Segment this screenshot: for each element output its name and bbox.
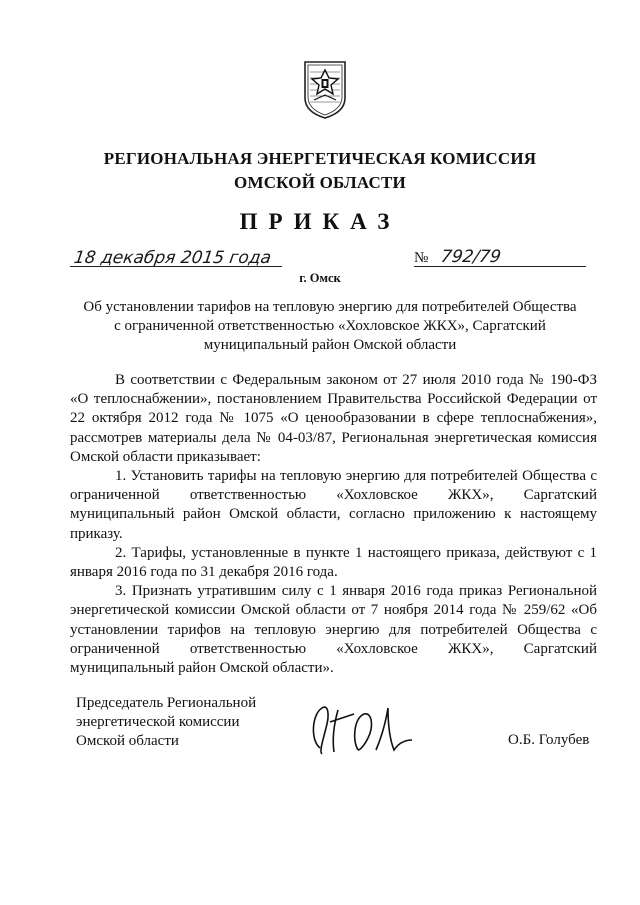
order-item-3: 3. Признать утратившим силу с 1 января 2016 года приказ Региональной энергетической комиссии Омской области от 7 ноября 2014 года № 259/62 «Об установлении тарифов на тепловую энергию для потребителей Общества с ограниченной ответственностью «Хохловское ЖКХ», Саргатский муниципальный район Омской области». (70, 583, 597, 677)
organization-region: ОМСКОЙ ОБЛАСТИ (234, 173, 406, 192)
organization-name: РЕГИОНАЛЬНАЯ ЭНЕРГЕТИЧЕСКАЯ КОМИССИЯ (103, 149, 537, 168)
signature-image (308, 700, 418, 760)
position-line: энергетической комиссии (76, 714, 240, 730)
document-city: г. Омск (299, 271, 341, 285)
document-subject (70, 298, 590, 355)
preamble-paragraph: В соответствии с Федеральным законом от 27 июля 2010 года № 190-ФЗ «О теплоснабжении», постановлением Правительства Российской Федерации от 22 октября 2012 года № 1075 «О ценообразовании в сфере теплоснабжения», рассмотрев материалы дела № 04-03/87, Региональная энергетическая комиссия Омской области приказывает: (70, 372, 597, 465)
subject-line: с ограниченной ответственностью «Хохловское ЖКХ», Саргатский (114, 318, 546, 334)
order-item-2: 2. Тарифы, установленные в пункте 1 настоящего приказа, действуют с 1 января 2016 года по 31 декабря 2016 года. (70, 544, 597, 581)
position-line: Председатель Региональной (76, 695, 257, 711)
document-date: 18 декабря 2015 года (72, 248, 273, 268)
date-underline (70, 266, 282, 267)
signatory-position (76, 694, 256, 751)
subject-line: Об установлении тарифов на тепловую энергию для потребителей Общества (83, 299, 577, 315)
coat-of-arms-icon (302, 60, 348, 120)
document-number: 792/79 (439, 247, 503, 267)
document-title: ПРИКАЗ (239, 209, 401, 234)
number-sign: № (414, 250, 429, 266)
subject-line: муниципальный район Омской области (203, 337, 457, 353)
position-line: Омской области (76, 733, 179, 749)
document-body (70, 371, 597, 678)
order-item-1: 1. Установить тарифы на тепловую энергию для потребителей Общества с ограниченной ответственностью «Хохловское ЖКХ», Саргатский муниципальный район Омской области, согласно приложению к настоящему приказу. (70, 468, 597, 542)
signatory-name: О.Б. Голубев (508, 732, 590, 748)
number-underline (414, 266, 586, 267)
